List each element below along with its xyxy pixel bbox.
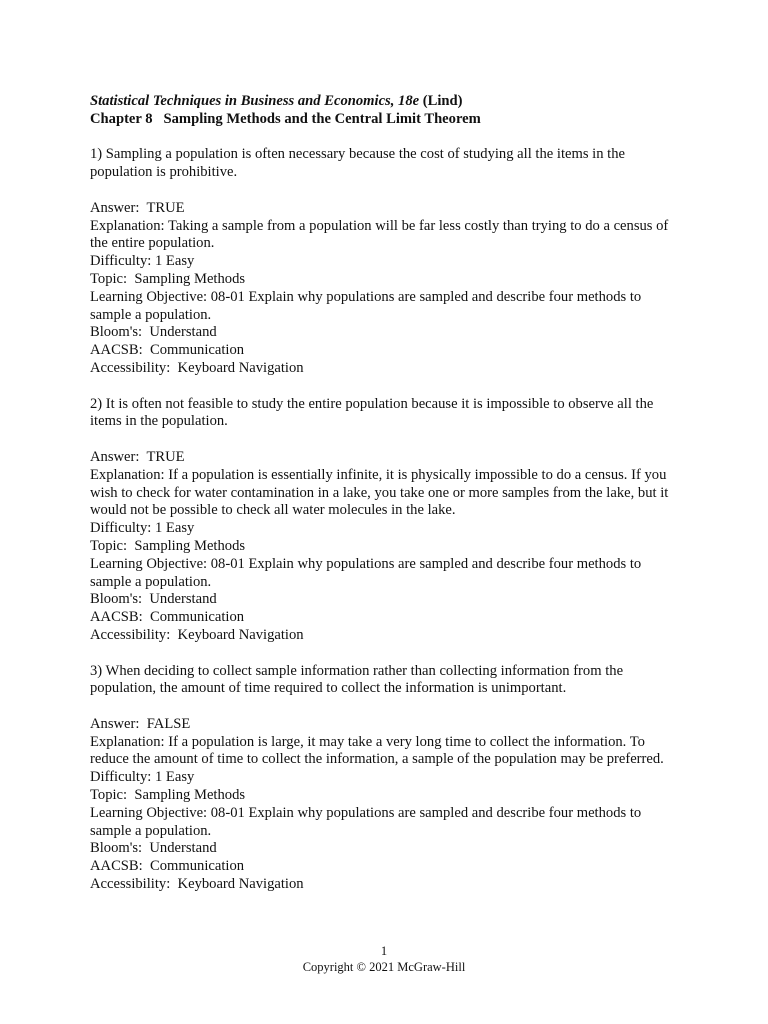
chapter-title: Chapter 8 Sampling Methods and the Central Limit Theorem <box>90 110 481 127</box>
blooms: Bloom's: Understand <box>90 591 217 608</box>
book-title: Statistical Techniques in Business and Economics, 18e <box>90 93 420 109</box>
learning-objective: Learning Objective: 08-01 Explain why populations are sampled and describe four methods to sample a population. <box>90 555 642 590</box>
aacsb: AACSB: Communication <box>90 858 245 875</box>
document-header <box>90 93 682 129</box>
question-text: 2) It is often not feasible to study the entire population because it is impossible to observe all the items in the population. <box>90 395 654 430</box>
explanation: Explanation: If a population is large, it may take a very long time to collect the information. To reduce the amount of time to collect the information, a sample of the population may be preferred. <box>90 733 664 768</box>
topic: Topic: Sampling Methods <box>90 787 246 804</box>
answer: Answer: TRUE <box>90 199 185 216</box>
topic: Topic: Sampling Methods <box>90 270 246 287</box>
blooms: Bloom's: Understand <box>90 324 217 341</box>
question-text: 3) When deciding to collect sample information rather than collecting information from the population, the amount of time required to collect the information is unimportant. <box>90 662 624 697</box>
aacsb: AACSB: Communication <box>90 609 245 626</box>
book-title-line <box>90 93 682 111</box>
book-author: (Lind) <box>419 93 463 109</box>
answer-block <box>90 200 682 378</box>
difficulty: Difficulty: 1 Easy <box>90 253 195 270</box>
question-text: 1) Sampling a population is often necessary because the cost of studying all the items in the population is prohibitive. <box>90 146 625 181</box>
accessibility: Accessibility: Keyboard Navigation <box>90 876 304 893</box>
accessibility: Accessibility: Keyboard Navigation <box>90 359 304 376</box>
answer-block <box>90 716 682 894</box>
question-1 <box>90 146 682 377</box>
difficulty: Difficulty: 1 Easy <box>90 520 195 537</box>
question-2 <box>90 396 682 645</box>
copyright-notice: Copyright © 2021 McGraw-Hill <box>302 960 466 974</box>
page-content <box>90 93 682 894</box>
difficulty: Difficulty: 1 Easy <box>90 769 195 786</box>
question-3 <box>90 663 682 894</box>
answer: Answer: TRUE <box>90 448 185 465</box>
explanation: Explanation: Taking a sample from a population will be far less costly than trying to do a census of the entire population. <box>90 217 669 252</box>
blooms: Bloom's: Understand <box>90 840 217 857</box>
topic: Topic: Sampling Methods <box>90 537 246 554</box>
page-number: 1 <box>380 944 388 958</box>
explanation: Explanation: If a population is essentially infinite, it is physically impossible to do a census. If you wish to check for water contamination in a lake, you take one or more samples from the lake, but it would not be possible to check all water molecules in the lake. <box>90 466 669 519</box>
answer: Answer: FALSE <box>90 715 191 732</box>
accessibility: Accessibility: Keyboard Navigation <box>90 626 304 643</box>
aacsb: AACSB: Communication <box>90 342 245 359</box>
answer-block <box>90 449 682 645</box>
learning-objective: Learning Objective: 08-01 Explain why populations are sampled and describe four methods to sample a population. <box>90 804 642 839</box>
learning-objective: Learning Objective: 08-01 Explain why populations are sampled and describe four methods to sample a population. <box>90 288 642 323</box>
